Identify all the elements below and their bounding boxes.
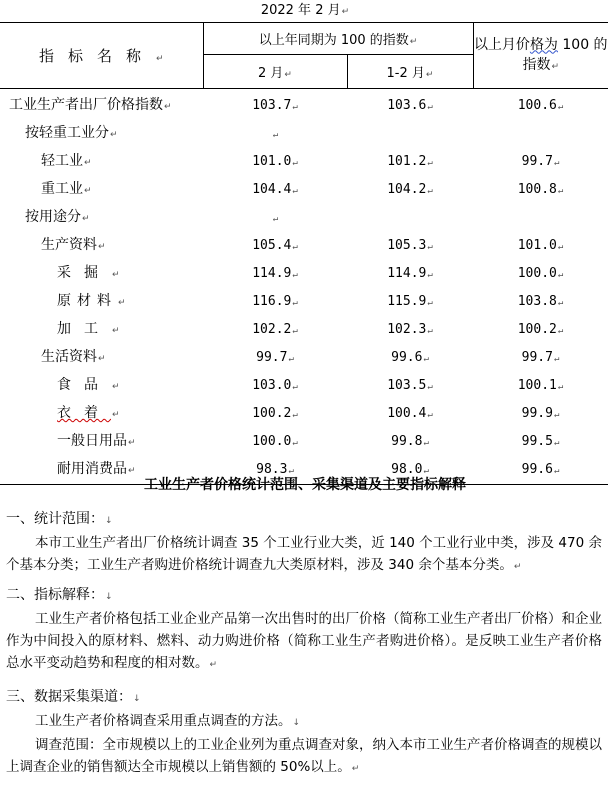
paragraph-mark-icon: ↵ xyxy=(98,354,106,364)
row-value-jan-feb: 115.9↵ xyxy=(387,293,433,309)
section-paragraph: 本市工业生产者出厂价格统计调查 35 个工业行业大类，近 140 个工业行业中类，涉及 470 余个基本分类；工业生产者购进价格统计调查九大类原材料，涉及 340 余个基本分类。↵ xyxy=(6,535,602,573)
paragraph-mark-icon: ↵ xyxy=(272,213,279,224)
paragraph-mark-icon: ↵ xyxy=(557,325,564,336)
paragraph-mark-icon: ↵ xyxy=(84,158,92,168)
header-yoy-group: 以上年同期为 100 的指数↵ xyxy=(203,23,473,55)
row-indicator-name: 工业生产者出厂价格指数↵ xyxy=(9,97,172,113)
row-value-feb: 98.3↵ xyxy=(203,456,347,485)
paragraph-mark-icon: ↵ xyxy=(98,242,106,252)
row-value-jan-feb: 114.9↵ xyxy=(387,265,433,281)
paragraph-mark-icon: ↵ xyxy=(423,465,429,476)
row-indicator-name: 按轻重工业分↵ xyxy=(25,125,118,141)
line-break-mark-icon: ↓ xyxy=(105,592,113,602)
row-value-mom: 103.8↵ xyxy=(517,293,564,309)
paragraph-mark-icon: ↵ xyxy=(292,241,298,252)
row-value-feb: 100.2↵ xyxy=(252,405,298,421)
paragraph-mark-icon: ↵ xyxy=(112,410,120,420)
row-value-jan-feb: 98.0↵ xyxy=(347,456,473,485)
header-mom: 以上月价格为 100 的指数↵ xyxy=(473,23,608,89)
row-value-jan-feb xyxy=(347,120,473,148)
paragraph-mark-icon: ↵ xyxy=(427,381,433,392)
table-row xyxy=(0,148,608,176)
report-date: 2022 年 2 月↵ xyxy=(260,3,350,18)
header-col-feb: 2 月↵ xyxy=(203,55,347,89)
paragraph-mark-icon: ↵ xyxy=(128,466,136,476)
price-index-table xyxy=(0,22,608,485)
paragraph-mark-icon: ↵ xyxy=(427,269,433,280)
row-indicator-name: 加工↵ xyxy=(57,321,120,337)
row-value-feb: 104.4↵ xyxy=(252,181,298,197)
row-indicator-name: 生活资料↵ xyxy=(41,349,106,365)
row-value-jan-feb xyxy=(347,204,473,232)
row-value-jan-feb: 104.2↵ xyxy=(387,181,433,197)
paragraph-mark-icon: ↵ xyxy=(553,437,560,448)
price-index-table-wrapper xyxy=(0,22,610,485)
table-row xyxy=(0,89,608,121)
table-row xyxy=(0,428,608,456)
table-row xyxy=(0,260,608,288)
paragraph-mark-icon: ↵ xyxy=(292,297,298,308)
row-value-mom: 100.1↵ xyxy=(517,377,564,393)
paragraph-mark-icon: ↵ xyxy=(288,353,294,364)
paragraph-mark-icon: ↵ xyxy=(557,381,564,392)
paragraph-mark-icon: ↵ xyxy=(284,70,292,80)
paragraph-mark-icon: ↵ xyxy=(427,185,433,196)
paragraph-mark-icon: ↵ xyxy=(427,157,433,168)
row-value-mom: 100.0↵ xyxy=(517,265,564,281)
paragraph-mark-icon: ↵ xyxy=(557,185,564,196)
table-row xyxy=(0,344,608,372)
row-indicator-name: 衣着↵ xyxy=(57,405,120,421)
row-value-mom: 101.0↵ xyxy=(517,237,564,253)
row-indicator-name: 轻工业↵ xyxy=(41,153,92,169)
row-value-mom: 100.8↵ xyxy=(517,181,564,197)
row-value-feb xyxy=(203,204,347,232)
row-value-feb: 99.7↵ xyxy=(256,349,294,365)
section-paragraph: 工业生产者价格调查采用重点调查的方法。↓ xyxy=(35,713,301,729)
row-value-feb xyxy=(203,120,347,148)
row-value-feb: 105.4↵ xyxy=(252,237,298,253)
row-value-mom xyxy=(473,120,608,148)
row-value-mom: 100.2↵ xyxy=(517,321,564,337)
paragraph-mark-icon: ↵ xyxy=(164,102,172,112)
paragraph-mark-icon: ↵ xyxy=(112,382,120,392)
line-break-mark-icon: ↓ xyxy=(133,694,141,704)
line-break-mark-icon: ↓ xyxy=(292,718,301,728)
notes-body xyxy=(0,508,610,780)
paragraph-mark-icon: ↵ xyxy=(351,764,360,774)
row-indicator-name: 耐用消费品↵ xyxy=(0,456,203,485)
paragraph-mark-icon: ↵ xyxy=(427,409,433,420)
paragraph-mark-icon: ↵ xyxy=(427,325,433,336)
row-indicator-name: 原材料↵ xyxy=(57,293,126,309)
paragraph-mark-icon: ↵ xyxy=(272,129,279,140)
paragraph-mark-icon: ↵ xyxy=(292,157,298,168)
paragraph-mark-icon: ↵ xyxy=(427,297,433,308)
section-heading: 一、统计范围：↓ xyxy=(6,511,113,527)
row-value-jan-feb: 105.3↵ xyxy=(387,237,433,253)
paragraph-mark-icon: ↵ xyxy=(513,562,522,572)
notes-subsection xyxy=(0,584,610,676)
paragraph-mark-icon: ↵ xyxy=(551,61,560,72)
row-value-mom: 99.5↵ xyxy=(521,433,560,449)
row-value-jan-feb: 103.5↵ xyxy=(387,377,433,393)
notes-subsection xyxy=(0,508,610,578)
row-value-feb: 101.0↵ xyxy=(252,153,298,169)
row-value-feb: 114.9↵ xyxy=(252,265,298,281)
paragraph-mark-icon: ↵ xyxy=(292,325,298,336)
row-value-mom: 99.7↵ xyxy=(521,349,560,365)
table-row xyxy=(0,176,608,204)
paragraph-mark-icon: ↵ xyxy=(553,157,560,168)
notes-section xyxy=(0,470,610,780)
notes-subsection xyxy=(0,686,610,780)
row-value-mom: 99.6↵ xyxy=(473,456,608,485)
paragraph-mark-icon: ↵ xyxy=(557,101,564,112)
paragraph-mark-icon: ↵ xyxy=(155,54,164,64)
paragraph-mark-icon: ↵ xyxy=(553,409,560,420)
section-paragraph: 工业生产者价格包括工业企业产品第一次出售时的出厂价格（简称工业生产者出厂价格）和企业作为中间投入的原材料、燃料、动力购进价格（简称工业生产者购进价格）。是反映工业生产者价格总水平变动趋势和程度的相对数。↵ xyxy=(6,611,602,671)
row-value-jan-feb: 101.2↵ xyxy=(387,153,433,169)
row-value-jan-feb: 103.6↵ xyxy=(387,97,433,113)
paragraph-mark-icon: ↵ xyxy=(557,297,564,308)
row-value-jan-feb: 99.8↵ xyxy=(391,433,429,449)
row-value-jan-feb: 100.4↵ xyxy=(387,405,433,421)
paragraph-mark-icon: ↵ xyxy=(292,185,298,196)
paragraph-mark-icon: ↵ xyxy=(341,7,350,17)
paragraph-mark-icon: ↵ xyxy=(84,186,92,196)
paragraph-mark-icon: ↵ xyxy=(82,214,90,224)
paragraph-mark-icon: ↵ xyxy=(128,438,136,448)
row-indicator-name: 一般日用品↵ xyxy=(57,433,136,449)
paragraph-mark-icon: ↵ xyxy=(423,437,429,448)
section-heading: 二、指标解释：↓ xyxy=(6,587,113,603)
header-col-jan-feb: 1-2 月↵ xyxy=(347,55,473,89)
row-value-jan-feb: 102.3↵ xyxy=(387,321,433,337)
row-value-jan-feb: 99.6↵ xyxy=(391,349,429,365)
paragraph-mark-icon: ↵ xyxy=(423,353,429,364)
row-value-mom: 100.6↵ xyxy=(517,97,564,113)
row-value-feb: 100.0↵ xyxy=(252,433,298,449)
header-indicator-name: 指标名称↵ xyxy=(0,23,203,89)
section-heading: 三、数据采集渠道：↓ xyxy=(6,689,141,705)
row-value-mom: 99.7↵ xyxy=(521,153,560,169)
row-value-feb: 103.0↵ xyxy=(252,377,298,393)
paragraph-mark-icon: ↵ xyxy=(110,130,118,140)
paragraph-mark-icon: ↵ xyxy=(118,298,126,308)
paragraph-mark-icon: ↵ xyxy=(557,241,564,252)
row-indicator-name: 食品↵ xyxy=(57,377,120,393)
table-row xyxy=(0,204,608,232)
paragraph-mark-icon: ↵ xyxy=(292,381,298,392)
paragraph-mark-icon: ↵ xyxy=(112,270,120,280)
paragraph-mark-icon: ↵ xyxy=(209,660,218,670)
paragraph-mark-icon: ↵ xyxy=(292,269,298,280)
section-paragraph: 调查范围：全市规模以上的工业企业列为重点调查对象，纳入本市工业生产者价格调查的规模以上调查企业的销售额达全市规模以上销售额的 50%以上。↵ xyxy=(6,737,602,775)
paragraph-mark-icon: ↵ xyxy=(427,241,433,252)
notes-title: 工业生产者价格统计范围、采集渠道及主要指标解释 xyxy=(144,477,466,493)
paragraph-mark-icon: ↵ xyxy=(409,37,418,47)
row-value-mom xyxy=(473,204,608,232)
paragraph-mark-icon: ↵ xyxy=(425,70,434,80)
row-value-mom: 99.9↵ xyxy=(521,405,560,421)
row-indicator-name: 按用途分↵ xyxy=(25,209,90,225)
paragraph-mark-icon: ↵ xyxy=(427,101,433,112)
table-row xyxy=(0,372,608,400)
paragraph-mark-icon: ↵ xyxy=(292,437,298,448)
row-value-feb: 102.2↵ xyxy=(252,321,298,337)
row-indicator-name: 采掘↵ xyxy=(57,265,120,281)
table-row xyxy=(0,316,608,344)
row-indicator-name: 生产资料↵ xyxy=(41,237,106,253)
row-indicator-name: 重工业↵ xyxy=(41,181,92,197)
paragraph-mark-icon: ↵ xyxy=(553,465,560,476)
paragraph-mark-icon: ↵ xyxy=(112,326,120,336)
paragraph-mark-icon: ↵ xyxy=(553,353,560,364)
paragraph-mark-icon: ↵ xyxy=(557,269,564,280)
paragraph-mark-icon: ↵ xyxy=(292,409,298,420)
table-body xyxy=(0,89,608,485)
table-row xyxy=(0,120,608,148)
paragraph-mark-icon: ↵ xyxy=(292,101,298,112)
paragraph-mark-icon: ↵ xyxy=(288,465,294,476)
table-row xyxy=(0,400,608,428)
table-row xyxy=(0,288,608,316)
row-value-feb: 116.9↵ xyxy=(252,293,298,309)
table-row xyxy=(0,232,608,260)
row-value-feb: 103.7↵ xyxy=(252,97,298,113)
line-break-mark-icon: ↓ xyxy=(105,516,113,526)
